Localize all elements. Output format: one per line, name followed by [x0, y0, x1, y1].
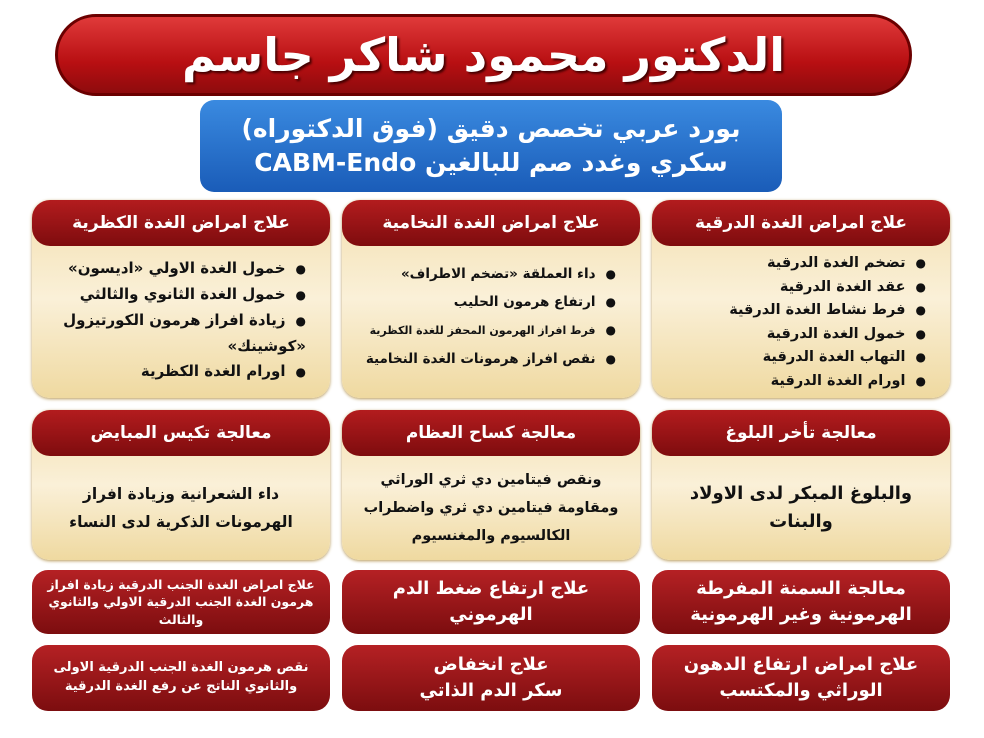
card-header: معالجة تكيس المبايض: [32, 410, 330, 456]
rickets-card: [342, 410, 640, 560]
obesity-pill: معالجة السمنة المفرطة الهرمونية وغير الهرمونية: [652, 570, 950, 634]
list-item: ● فرط نشاط الغدة الدرقية: [662, 299, 926, 323]
list-item: ● عقد الغدة الدرقية: [662, 276, 926, 300]
lipids-pill: علاج امراض ارتفاع الدهون الوراثي والمكتسب: [652, 645, 950, 711]
hypoparathyroid-pill: نقص هرمون الغدة الجنب الدرقية الاولى والثانوي الناتج عن رفع الغدة الدرقية: [32, 645, 330, 711]
credential-line: سكري وغدد صم للبالغين CABM-Endo: [254, 148, 728, 177]
list-item: ● زيادة افراز هرمون الكورتيزول «كوشينك»: [42, 308, 306, 359]
card-header: علاج امراض الغدة الكظرية: [32, 200, 330, 246]
list-item: ● اورام الغدة الدرقية: [662, 370, 926, 394]
doctor-name-banner: الدكتور محمود شاكر جاسم: [55, 14, 912, 96]
list-item: ● ارتفاع هرمون الحليب: [352, 288, 616, 316]
list-item: ● خمول الغدة الثانوي والثالثي: [42, 282, 306, 308]
pituitary-card: [342, 200, 640, 398]
hypertension-pill: علاج ارتفاع ضغط الدم الهرموني: [342, 570, 640, 634]
list-item: ● خمول الغدة الدرقية: [662, 323, 926, 347]
adrenal-card: [32, 200, 330, 398]
card-text: داء الشعرانية وزيادة افراز الهرمونات الذكرية لدى النساء: [69, 485, 293, 531]
card-header: معالجة كساح العظام: [342, 410, 640, 456]
credential-line: بورد عربي تخصص دقيق (فوق الدكتوراه): [241, 114, 741, 144]
list-item: ● تضخم الغدة الدرقية: [662, 252, 926, 276]
parathyroid-pill: علاج امراض الغدة الجنب الدرقية زيادة افراز هرمون الغدة الجنب الدرقية الاولي والثانوي والثالث: [32, 570, 330, 634]
card-header: علاج امراض الغدة النخامية: [342, 200, 640, 246]
card-text: ونقص فيتامين دي ثري الوراثي ومقاومة فيتامين دي ثري واضطراب الكالسيوم والمغنسيوم: [363, 472, 619, 544]
hypoglycemia-pill: علاج انخفاض سكر الدم الذاتي: [342, 645, 640, 711]
list-item: ● خمول الغدة الاولي «اديسون»: [42, 256, 306, 282]
list-item: ● نقص افراز هرمونات الغدة النخامية: [352, 345, 616, 373]
credentials-box: [200, 100, 782, 192]
list-item: ● فرط افراز الهرمون المحفز للغدة الكظرية: [352, 316, 616, 345]
card-header: معالجة تأخر البلوغ: [652, 410, 950, 456]
list-item: ● التهاب الغدة الدرقية: [662, 346, 926, 370]
thyroid-card: [652, 200, 950, 398]
pcos-card: [32, 410, 330, 560]
list-item: ● اورام الغدة الكظرية: [42, 359, 306, 385]
list-item: ● داء العملقة «تضخم الاطراف»: [352, 260, 616, 288]
puberty-card: [652, 410, 950, 560]
card-header: علاج امراض الغدة الدرقية: [652, 200, 950, 246]
card-text: والبلوغ المبكر لدى الاولاد والبنات: [689, 483, 913, 532]
